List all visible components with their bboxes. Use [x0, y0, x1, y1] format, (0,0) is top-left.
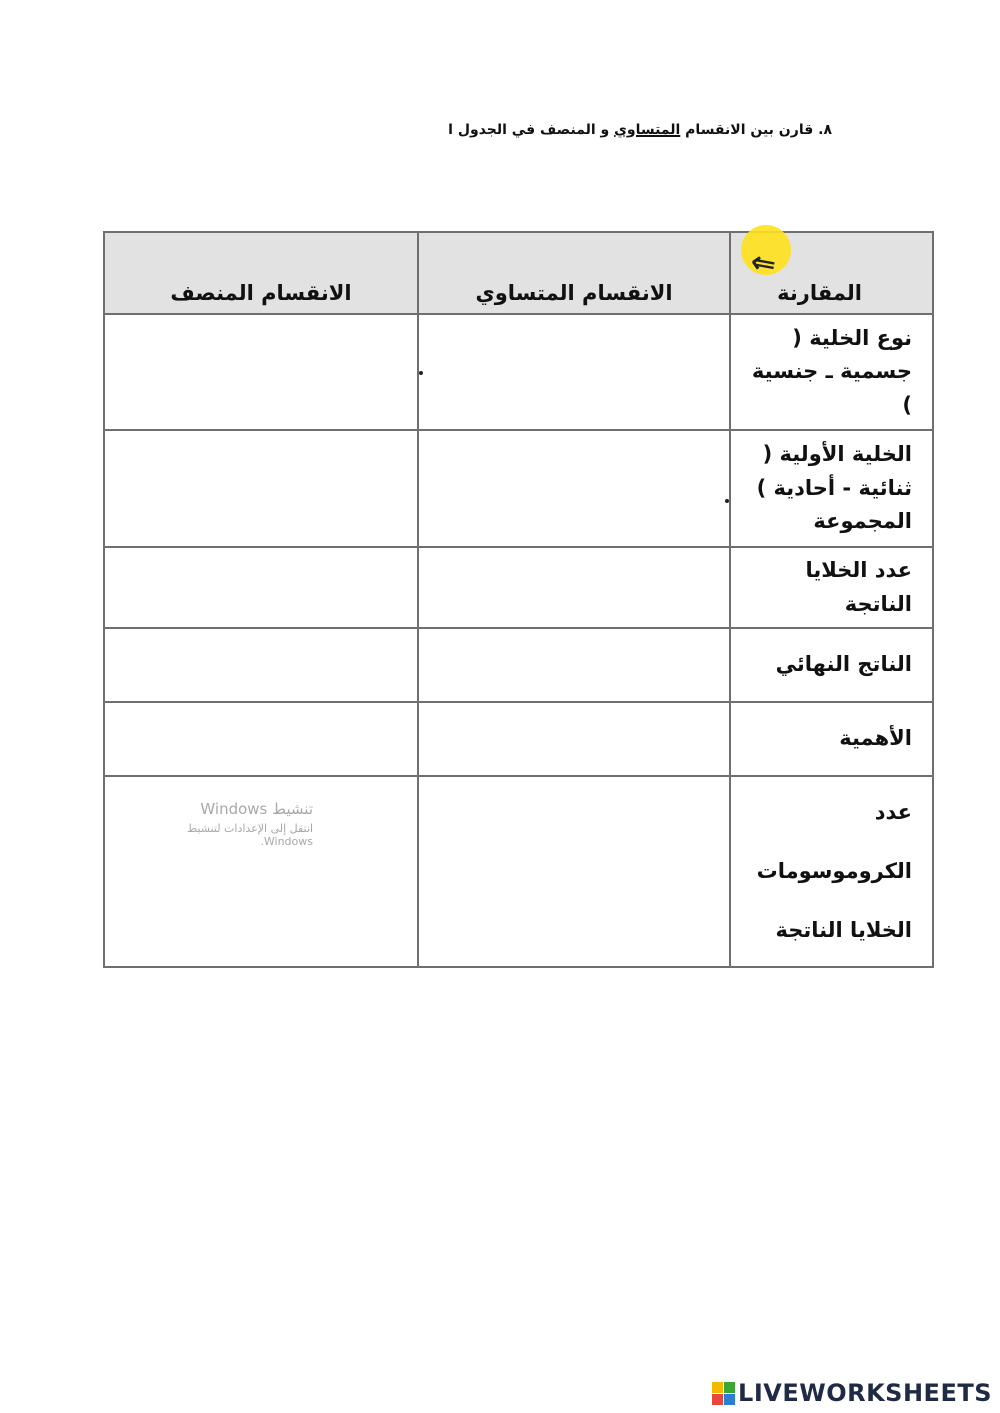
logo-square [724, 1394, 735, 1405]
answer-cell-mitosis-cell-type[interactable] [418, 314, 730, 430]
question-part1: قارن بين الانقسام [685, 122, 814, 138]
table-row [104, 628, 933, 702]
question-underlined-word: المتساوي [614, 122, 681, 138]
watermark-line1: تنشيط Windows [200, 800, 313, 818]
answer-cell-meiosis-parent-cell[interactable] [104, 430, 418, 547]
logo-square [712, 1382, 723, 1393]
row-label-chromosome-count [730, 776, 933, 966]
row-label-line2: الخلايا الناتجة [775, 917, 912, 942]
table-row [104, 702, 933, 776]
liveworksheets-logo-icon [712, 1382, 735, 1405]
row-label-line1: عدد الكروموسومات [756, 800, 912, 883]
logo-square [712, 1394, 723, 1405]
row-label-number-of-cells: عدد الخلايا الناتجة [730, 547, 933, 628]
stray-dot [419, 371, 423, 375]
comparison-table [103, 231, 934, 968]
answer-cell-mitosis-number-of-cells[interactable] [418, 547, 730, 628]
brand-name: LIVEWORKSHEETS [738, 1379, 992, 1407]
table-row [104, 314, 933, 430]
answer-cell-meiosis-number-of-cells[interactable] [104, 547, 418, 628]
table-row [104, 547, 933, 628]
mouse-cursor-icon: ⇖ [742, 242, 784, 286]
answer-cell-mitosis-importance[interactable] [418, 702, 730, 776]
answer-cell-mitosis-final-product[interactable] [418, 628, 730, 702]
stray-dot [725, 499, 729, 503]
row-label-parent-cell: الخلية الأولية ( ثنائية - أحادية ) المجموعة [730, 430, 933, 547]
question-number: ٨. [818, 122, 832, 138]
question-part2: و المنصف في الجدول ا [448, 122, 610, 138]
header-meiosis: الانقسام المنصف [104, 232, 418, 314]
row-label-importance: الأهمية [730, 702, 933, 776]
table-row [104, 430, 933, 547]
header-comparison: ⇖ المقارنة [730, 232, 933, 314]
windows-activation-watermark [145, 800, 313, 848]
row-label-cell-type: نوع الخلية ( جسمية ـ جنسية ) [730, 314, 933, 430]
answer-cell-meiosis-importance[interactable] [104, 702, 418, 776]
answer-cell-meiosis-cell-type[interactable] [104, 314, 418, 430]
answer-cell-mitosis-chromosome-count[interactable] [418, 776, 730, 966]
answer-cell-meiosis-final-product[interactable] [104, 628, 418, 702]
header-mitosis: الانقسام المتساوي [418, 232, 730, 314]
row-label-final-product: الناتج النهائي [730, 628, 933, 702]
liveworksheets-brand [712, 1379, 992, 1407]
question-text [448, 122, 832, 138]
logo-square [724, 1382, 735, 1393]
watermark-line2: انتقل إلى الإعدادات لتنشيط Windows. [187, 822, 313, 848]
answer-cell-mitosis-parent-cell[interactable] [418, 430, 730, 547]
table-header-row [104, 232, 933, 314]
